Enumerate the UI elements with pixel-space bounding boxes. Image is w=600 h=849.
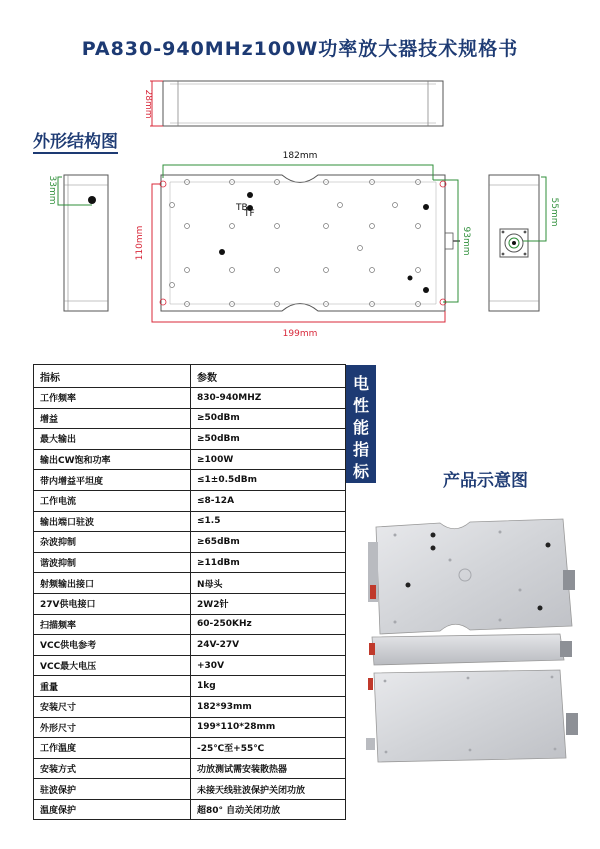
spec-value: 182*93mm xyxy=(191,696,346,717)
spec-value: ≤1.5 xyxy=(191,511,346,532)
dim-height-side: 28mm xyxy=(143,89,153,119)
table-row xyxy=(34,511,346,532)
table-row xyxy=(34,779,346,800)
spec-value: ≥50dBm xyxy=(191,429,346,450)
spec-table-header xyxy=(34,365,346,388)
product-photo-bottom xyxy=(366,670,578,762)
spec-name: 温度保护 xyxy=(34,799,191,820)
spec-value: ≥100W xyxy=(191,449,346,470)
spec-name: 外形尺寸 xyxy=(34,717,191,738)
table-row xyxy=(34,676,346,697)
product-photo-side xyxy=(369,634,572,665)
spec-name: 驻波保护 xyxy=(34,779,191,800)
table-row xyxy=(34,799,346,820)
table-row xyxy=(34,408,346,429)
spec-name: 射频输出接口 xyxy=(34,573,191,594)
spec-name: 增益 xyxy=(34,408,191,429)
product-section-title: 产品示意图 xyxy=(443,471,528,491)
spec-name: 工作温度 xyxy=(34,738,191,759)
tb-marker: TB xyxy=(236,203,248,213)
table-row xyxy=(34,717,346,738)
main-top-view xyxy=(152,165,460,322)
spec-value: 24V-27V xyxy=(191,635,346,656)
spec-name: 重量 xyxy=(34,676,191,697)
spec-name: 工作频率 xyxy=(34,388,191,409)
spec-value: 2W2针 xyxy=(191,593,346,614)
dim-overall-width: 199mm xyxy=(282,329,318,339)
spec-value: 199*110*28mm xyxy=(191,717,346,738)
tf-marker: TF xyxy=(244,209,255,219)
product-photo-top xyxy=(368,519,575,634)
header-parameter: 指标 xyxy=(34,365,191,388)
spec-name: 输出端口驻波 xyxy=(34,511,191,532)
page-title: PA830-940MHz100W功率放大器技术规格书 xyxy=(81,38,519,60)
spec-value: +30V xyxy=(191,655,346,676)
electrical-spec-label xyxy=(346,365,376,483)
table-row xyxy=(34,614,346,635)
spec-value: ≥11dBm xyxy=(191,552,346,573)
table-row xyxy=(34,429,346,450)
header-value: 参数 xyxy=(191,365,346,388)
spec-name: 带内增益平坦度 xyxy=(34,470,191,491)
spec-name: 安装方式 xyxy=(34,758,191,779)
outline-drawing xyxy=(0,0,600,345)
left-side-view xyxy=(58,175,108,311)
spec-name: 输出CW饱和功率 xyxy=(34,449,191,470)
spec-value: 1kg xyxy=(191,676,346,697)
table-row xyxy=(34,532,346,553)
spec-value: 未接天线驻波保护关闭功放 xyxy=(191,779,346,800)
spec-value: 60-250KHz xyxy=(191,614,346,635)
spec-name: 工作电流 xyxy=(34,490,191,511)
dim-install-width: 182mm xyxy=(282,151,318,161)
dim-right-side: 55mm xyxy=(549,197,559,227)
spec-value: 830-940MHZ xyxy=(191,388,346,409)
spec-value: ≥50dBm xyxy=(191,408,346,429)
spec-value: 功放测试需安装散热器 xyxy=(191,758,346,779)
spec-name: VCC供电参考 xyxy=(34,635,191,656)
side-profile-view xyxy=(150,81,443,126)
dim-overall-height: 110mm xyxy=(135,225,145,261)
spec-name: 扫描频率 xyxy=(34,614,191,635)
table-row xyxy=(34,696,346,717)
table-row xyxy=(34,552,346,573)
spec-value: ≥65dBm xyxy=(191,532,346,553)
spec-table xyxy=(33,364,346,820)
spec-value: ≤1±0.5dBm xyxy=(191,470,346,491)
right-side-view xyxy=(489,175,546,311)
table-row xyxy=(34,655,346,676)
spec-value: 超80° 自动关闭功放 xyxy=(191,799,346,820)
table-row xyxy=(34,593,346,614)
table-row xyxy=(34,635,346,656)
electrical-spec-label-text: 电 性 能 指 标 xyxy=(352,374,369,481)
spec-name: 安装尺寸 xyxy=(34,696,191,717)
table-row xyxy=(34,738,346,759)
spec-name: 最大输出 xyxy=(34,429,191,450)
spec-value: ≤8-12A xyxy=(191,490,346,511)
table-row xyxy=(34,470,346,491)
outline-section-title: 外形结构图 xyxy=(33,127,118,154)
dim-install-depth: 93mm xyxy=(461,226,471,256)
table-row xyxy=(34,758,346,779)
spec-value: N母头 xyxy=(191,573,346,594)
spec-name: 27V供电接口 xyxy=(34,593,191,614)
table-row xyxy=(34,573,346,594)
spec-name: VCC最大电压 xyxy=(34,655,191,676)
table-row xyxy=(34,388,346,409)
dim-left-side: 33mm xyxy=(47,175,57,205)
table-row xyxy=(34,490,346,511)
spec-name: 杂波抑制 xyxy=(34,532,191,553)
spec-value: -25℃至+55℃ xyxy=(191,738,346,759)
spec-name: 谐波抑制 xyxy=(34,552,191,573)
table-row xyxy=(34,449,346,470)
